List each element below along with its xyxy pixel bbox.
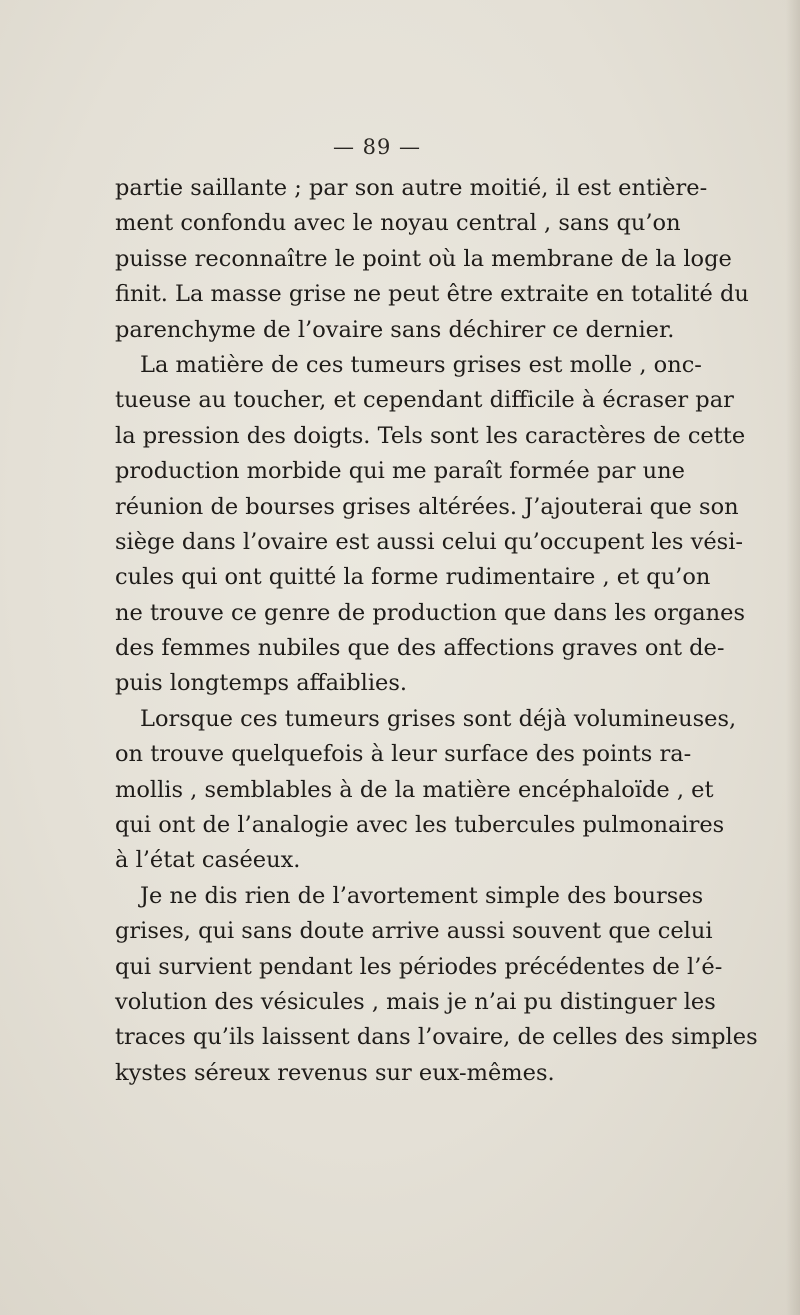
text-line: cules qui ont quitté la forme rudimentaire , et qu’on — [115, 564, 711, 591]
text-line: des femmes nubiles que des affections graves ont de- — [115, 635, 725, 662]
text-line: réunion de bourses grises altérées. J’ajouterai que son — [115, 493, 739, 520]
text-line: siège dans l’ovaire est aussi celui qu’occupent les vési- — [115, 528, 744, 555]
text-line: ment confondu avec le noyau central , sans qu’on — [115, 210, 681, 237]
text-line: production morbide qui me paraît formée par une — [115, 458, 685, 485]
text-line: puis longtemps affaiblies. — [115, 670, 408, 697]
text-line: tueuse au toucher, et cependant difficile à écraser par — [115, 387, 734, 414]
text-line: parenchyme de l’ovaire sans déchirer ce dernier. — [115, 316, 675, 343]
paragraph — [115, 348, 746, 702]
text-line: partie saillante ; par son autre moitié, il est entière- — [115, 175, 708, 201]
text-line: puisse reconnaître le point où la membrane de la loge — [115, 245, 732, 272]
text-line: Lorsque ces tumeurs grises sont déjà volumineuses, — [140, 705, 737, 732]
text-line: ne trouve ce genre de production que dans les organes — [115, 599, 746, 626]
text-line: qui ont de l’analogie avec les tubercules pulmonaires — [115, 812, 725, 839]
paragraph — [115, 171, 749, 348]
text-line: grises, qui sans doute arrive aussi souvent que celui — [115, 918, 713, 945]
text-line: traces qu’ils laissent dans l’ovaire, de celles des simples — [115, 1024, 758, 1051]
text-line: La matière de ces tumeurs grises est molle , onc- — [140, 351, 702, 378]
text-line: kystes séreux revenus sur eux-mêmes. — [115, 1059, 555, 1086]
text-line: finit. La masse grise ne peut être extraite en totalité du — [115, 281, 749, 308]
paragraph — [115, 879, 758, 1091]
text-line: la pression des doigts. Tels sont les caractères de cette — [115, 422, 746, 449]
text-line: à l’état caséeux. — [115, 847, 301, 874]
body-text — [115, 171, 758, 1091]
text-line: volution des vésicules , mais je n’ai pu distinguer les — [115, 988, 716, 1015]
text-line: qui survient pendant les périodes précédentes de l’é- — [115, 953, 723, 980]
paragraph — [115, 702, 737, 879]
text-line: mollis , semblables à de la matière encéphaloïde , et — [115, 776, 714, 803]
text-line: on trouve quelquefois à leur surface des points ra- — [115, 741, 692, 768]
page-number: — 89 — — [332, 135, 422, 159]
text-line: Je ne dis rien de l’avortement simple des bourses — [140, 882, 704, 909]
